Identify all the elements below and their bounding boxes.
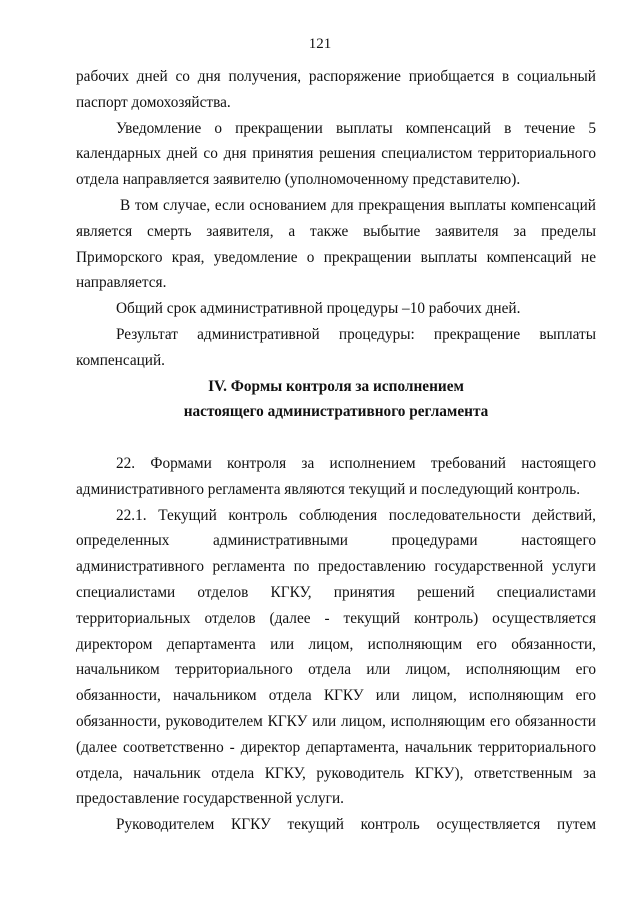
section-heading-line-2: настоящего административного регламента	[183, 403, 489, 421]
section-spacer	[76, 425, 596, 451]
paragraph-termination-notice: Уведомление о прекращении выплаты компенсаций в течение 5 календарных дней со дня принятия решения специалистом территориального отдела направляется заявителю (уполномоченному представителю).	[76, 119, 596, 189]
paragraph-22-1-current-control: 22.1. Текущий контроль соблюдения последовательности действий, определенных административными процедурами настоящего административного регламента по предоставлению государственной услуги специалистами отделов КГКУ, принятия решений специалистами территориальных отделов (далее - текущий контроль) осуществляется директором департамента или лицом, исполняющим его обязанности, начальником территориального отдела или лицом, исполняющим его обязанности, начальником отдела КГКУ или лицом, исполняющим его обязанности, руководителем КГКУ или лицом, исполняющим его обязанности (далее соответственно - директор департамента, начальник территориального отдела, начальник отдела КГКУ, руководитель КГКУ), ответственным за предоставление государственной услуги.	[76, 506, 596, 808]
page-number: 121	[308, 36, 332, 52]
paragraph-total-term: Общий срок административной процедуры –10 рабочих дней.	[116, 300, 521, 318]
paragraph-22-control-forms: 22. Формами контроля за исполнением требований настоящего административного регламента являются текущий и последующий контроль.	[76, 454, 596, 498]
section-heading-line-1: IV. Формы контроля за исполнением	[208, 377, 464, 395]
document-body	[76, 64, 596, 838]
section-heading	[76, 374, 596, 426]
paragraph-procedure-result: Результат административной процедуры: прекращение выплаты компенсаций.	[76, 325, 596, 369]
paragraph-death-case: В том случае, если основанием для прекращения выплаты компенсаций является смерть заявителя, а также выбытие заявителя за пределы Приморского края, уведомление о прекращении выплаты компенсаций не направляется.	[76, 196, 596, 292]
paragraph-head-control: Руководителем КГКУ текущий контроль осуществляется путем	[116, 816, 596, 834]
paragraph-received-order: рабочих дней со дня получения, распоряжение приобщается в социальный паспорт домохозяйства.	[76, 68, 596, 111]
